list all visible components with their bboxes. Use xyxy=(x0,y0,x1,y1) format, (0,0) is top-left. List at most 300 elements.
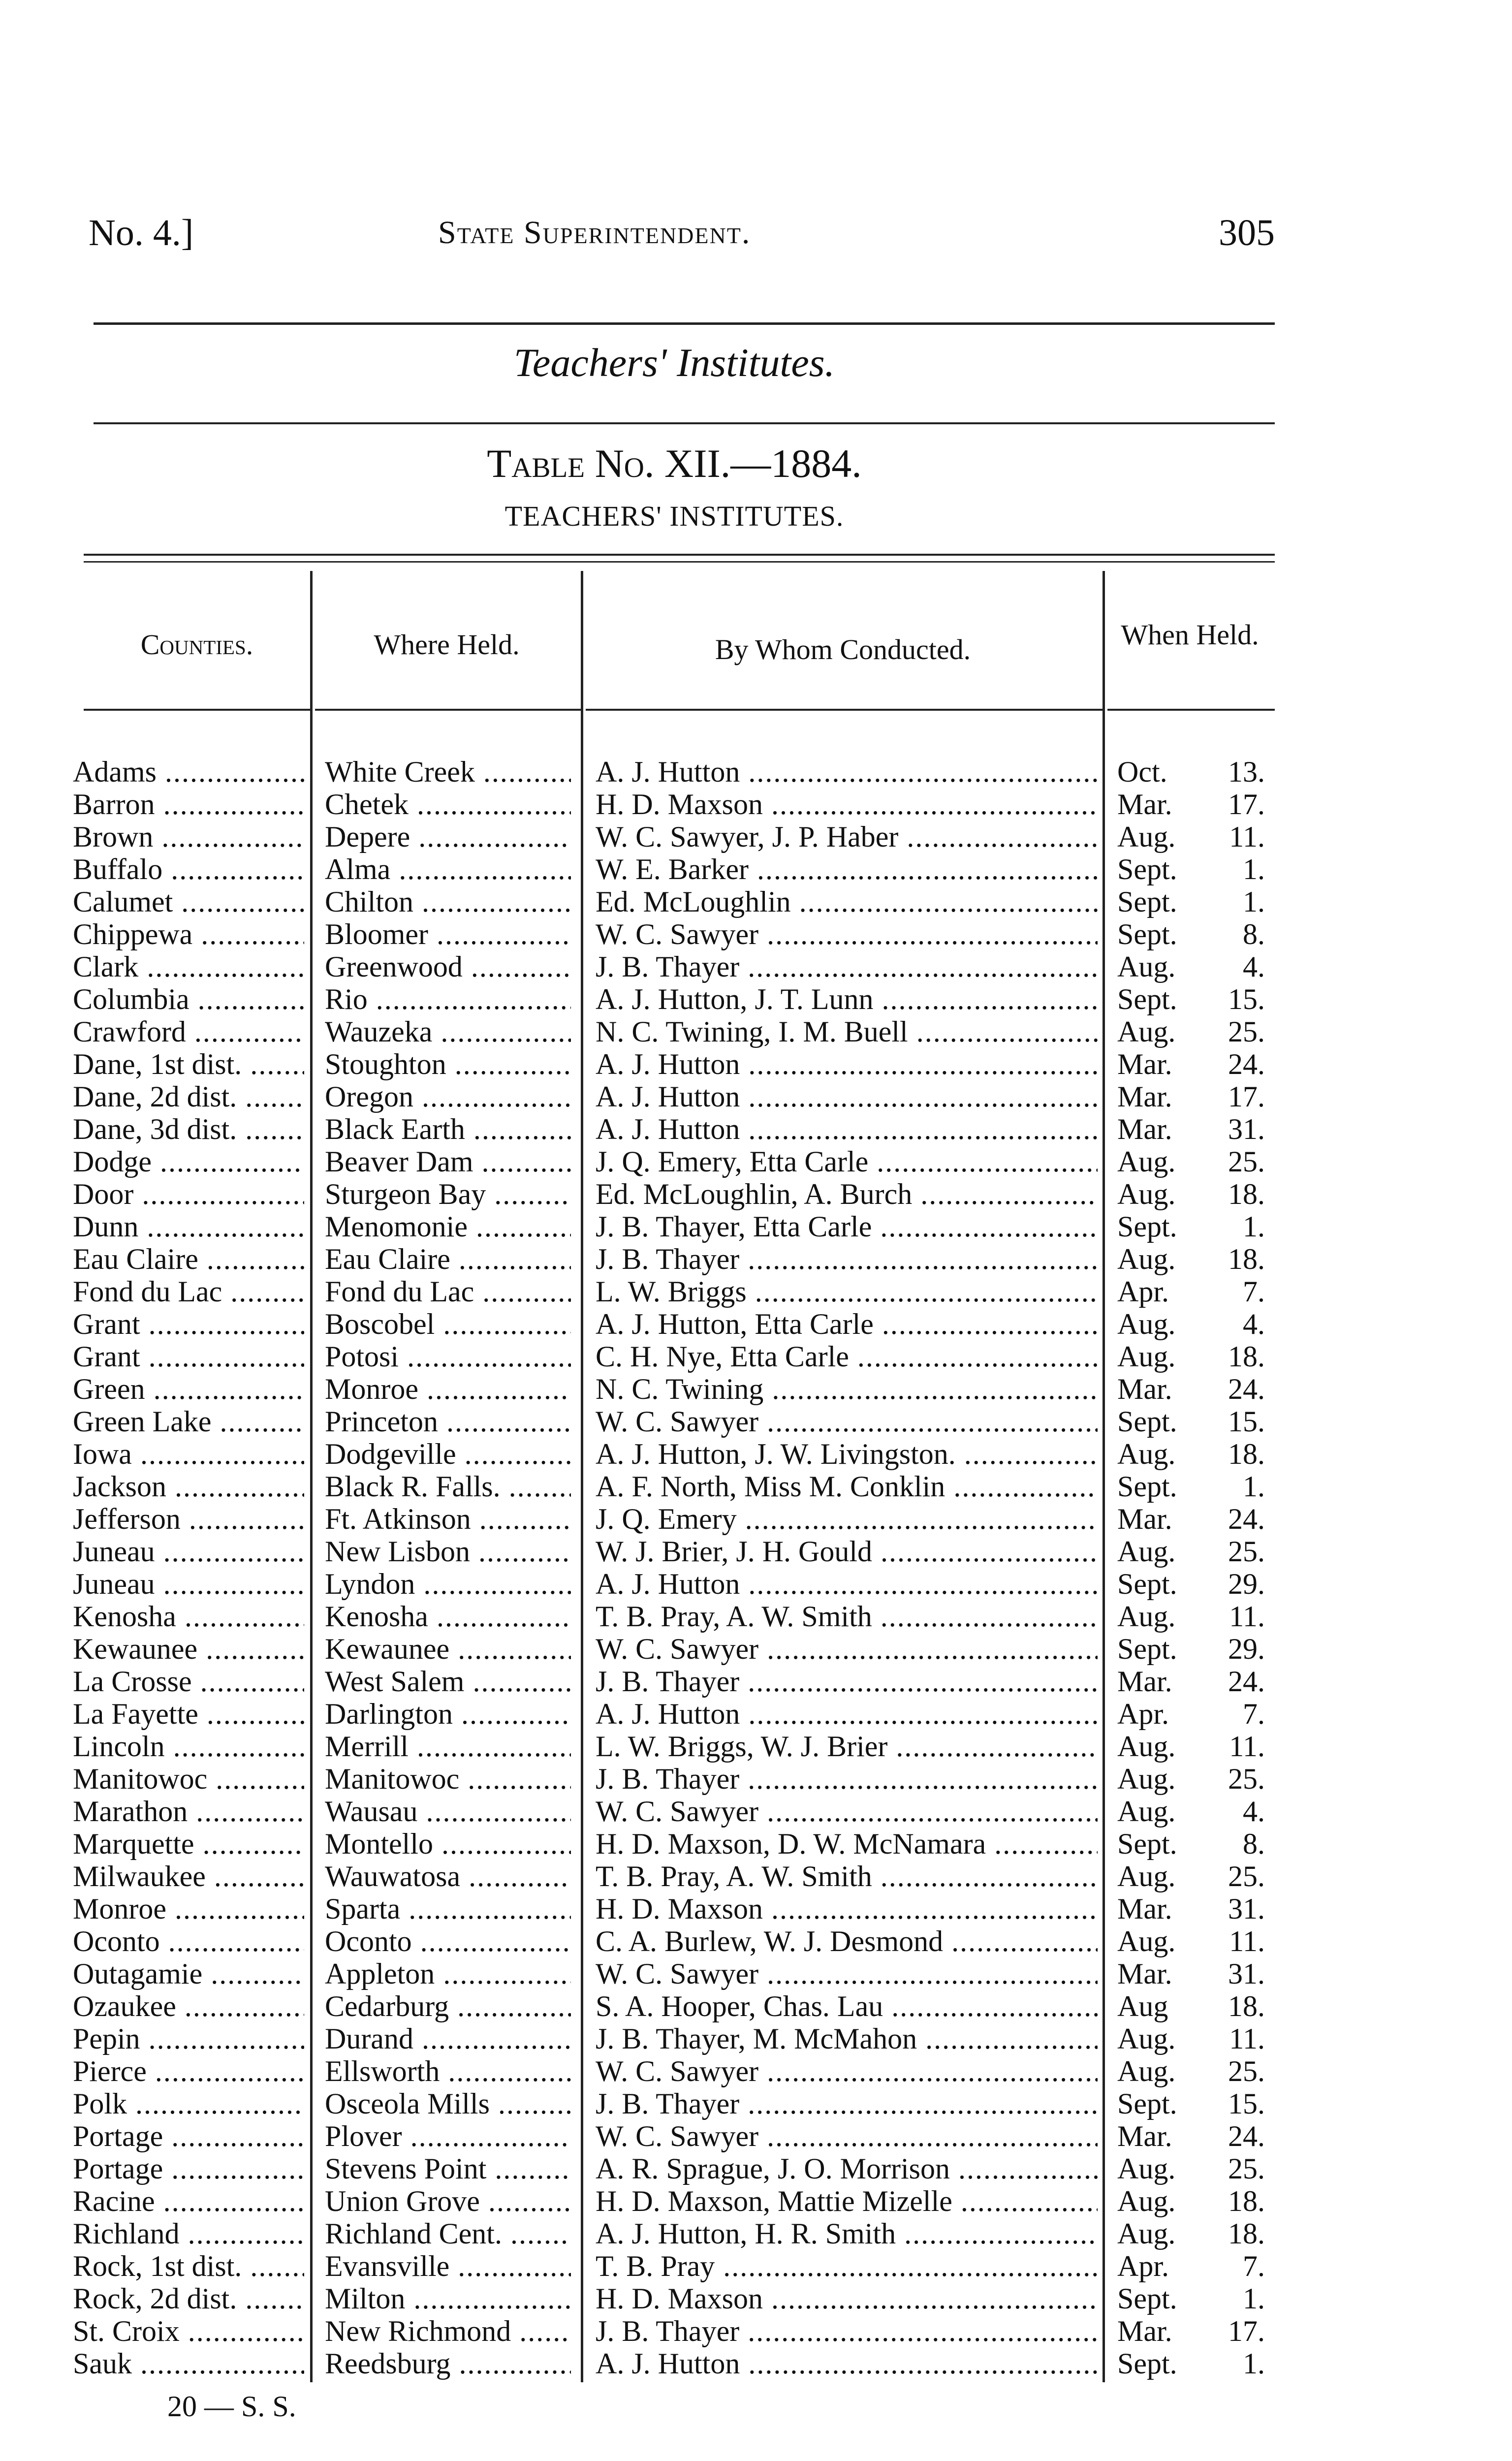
month-cell: Aug. xyxy=(1117,1730,1176,1763)
county-cell: Pepin ..... xyxy=(73,2022,304,2055)
conducted-by-cell: J. B. Thayer ..... xyxy=(596,2087,1098,2120)
day-cell: 17. xyxy=(1228,788,1265,820)
where-held-cell: Manitowoc ..... xyxy=(325,1763,571,1795)
day-cell: 18. xyxy=(1228,1178,1265,1210)
where-held-cell: Eau Claire ..... xyxy=(325,1243,571,1275)
conducted-by-cell: W. J. Brier, J. H. Gould ..... xyxy=(596,1535,1098,1568)
day-cell: 24. xyxy=(1228,2120,1265,2152)
table-row xyxy=(0,950,1512,983)
county-cell: Rock, 2d dist. ..... xyxy=(73,2282,304,2315)
county-cell: Lincoln ..... xyxy=(73,1730,304,1763)
table-row xyxy=(0,2055,1512,2087)
where-held-cell: Chetek ..... xyxy=(325,788,571,820)
table-row xyxy=(0,1503,1512,1535)
where-held-cell: New Richmond ..... xyxy=(325,2315,571,2347)
table-row xyxy=(0,1243,1512,1275)
county-cell: Marquette ..... xyxy=(73,1828,304,1860)
day-cell: 31. xyxy=(1228,1957,1265,1990)
where-held-cell: Fond du Lac ..... xyxy=(325,1275,571,1308)
conducted-by-cell: L. W. Briggs, W. J. Brier ..... xyxy=(596,1730,1098,1763)
day-cell: 18. xyxy=(1228,1438,1265,1470)
table-row xyxy=(0,1210,1512,1243)
county-cell: Manitowoc ..... xyxy=(73,1763,304,1795)
conducted-by-cell: W. C. Sawyer ..... xyxy=(596,1957,1098,1990)
conducted-by-cell: J. Q. Emery, Etta Carle ..... xyxy=(596,1145,1098,1178)
county-cell: Kewaunee ..... xyxy=(73,1633,304,1665)
month-cell: Aug. xyxy=(1117,2217,1176,2250)
conducted-by-cell: W. C. Sawyer, J. P. Haber ..... xyxy=(596,820,1098,853)
table-row xyxy=(0,2185,1512,2217)
month-cell: Apr. xyxy=(1117,1698,1169,1730)
where-held-cell: Princeton ..... xyxy=(325,1405,571,1438)
county-cell: Juneau ..... xyxy=(73,1535,304,1568)
day-cell: 4. xyxy=(1243,1308,1265,1340)
month-cell: Sept. xyxy=(1117,885,1177,918)
col-header-counties: Counties. xyxy=(140,629,253,661)
month-cell: Mar. xyxy=(1117,1080,1172,1113)
month-cell: Sept. xyxy=(1117,853,1177,885)
month-cell: Sept. xyxy=(1117,918,1177,950)
month-cell: Mar. xyxy=(1117,1893,1172,1925)
county-cell: Juneau ..... xyxy=(73,1568,304,1600)
day-cell: 29. xyxy=(1228,1633,1265,1665)
county-cell: Kenosha ..... xyxy=(73,1600,304,1633)
county-cell: Oconto ..... xyxy=(73,1925,304,1957)
county-cell: Marathon ..... xyxy=(73,1795,304,1828)
day-cell: 7. xyxy=(1243,1275,1265,1308)
county-cell: Columbia ..... xyxy=(73,983,304,1015)
month-cell: Mar. xyxy=(1117,1048,1172,1080)
day-cell: 7. xyxy=(1243,2250,1265,2282)
where-held-cell: Menomonie ..... xyxy=(325,1210,571,1243)
conducted-by-cell: L. W. Briggs ..... xyxy=(596,1275,1098,1308)
table-row xyxy=(0,1730,1512,1763)
table-row xyxy=(0,1113,1512,1145)
table-row xyxy=(0,2087,1512,2120)
month-cell: Sept. xyxy=(1117,1568,1177,1600)
conducted-by-cell: A. J. Hutton ..... xyxy=(596,2347,1098,2380)
conducted-by-cell: H. D. Maxson, Mattie Mizelle ..... xyxy=(596,2185,1098,2217)
month-cell: Mar. xyxy=(1117,2120,1172,2152)
where-held-cell: Depere ..... xyxy=(325,820,571,853)
county-cell: Pierce ..... xyxy=(73,2055,304,2087)
day-cell: 4. xyxy=(1243,1795,1265,1828)
header-bottom-rule-1 xyxy=(84,709,310,711)
month-cell: Oct. xyxy=(1117,756,1167,788)
table-row xyxy=(0,756,1512,788)
month-cell: Aug. xyxy=(1117,1340,1176,1373)
month-cell: Mar. xyxy=(1117,2315,1172,2347)
conducted-by-cell: A. J. Hutton ..... xyxy=(596,1113,1098,1145)
month-cell: Aug. xyxy=(1117,1308,1176,1340)
where-held-cell: Sturgeon Bay ..... xyxy=(325,1178,571,1210)
table-title: Table No. XII.—1884. xyxy=(487,441,862,486)
conducted-by-cell: J. B. Thayer, M. McMahon ..... xyxy=(596,2022,1098,2055)
table-row xyxy=(0,1990,1512,2022)
day-cell: 1. xyxy=(1243,885,1265,918)
conducted-by-cell: W. C. Sawyer ..... xyxy=(596,2055,1098,2087)
conducted-by-cell: A. F. North, Miss M. Conklin ..... xyxy=(596,1470,1098,1503)
table-row xyxy=(0,1373,1512,1405)
day-cell: 15. xyxy=(1228,2087,1265,2120)
where-held-cell: Bloomer ..... xyxy=(325,918,571,950)
conducted-by-cell: J. B. Thayer ..... xyxy=(596,950,1098,983)
table-row xyxy=(0,1633,1512,1665)
where-held-cell: Ellsworth ..... xyxy=(325,2055,571,2087)
month-cell: Mar. xyxy=(1117,788,1172,820)
day-cell: 13. xyxy=(1228,756,1265,788)
table-row xyxy=(0,1535,1512,1568)
where-held-cell: Appleton ..... xyxy=(325,1957,571,1990)
where-held-cell: Oregon ..... xyxy=(325,1080,571,1113)
where-held-cell: West Salem ..... xyxy=(325,1665,571,1698)
day-cell: 18. xyxy=(1228,1340,1265,1373)
county-cell: Barron ..... xyxy=(73,788,304,820)
day-cell: 25. xyxy=(1228,1535,1265,1568)
where-held-cell: Cedarburg ..... xyxy=(325,1990,571,2022)
month-cell: Aug. xyxy=(1117,2022,1176,2055)
where-held-cell: Darlington ..... xyxy=(325,1698,571,1730)
month-cell: Aug. xyxy=(1117,2152,1176,2185)
conducted-by-cell: W. C. Sawyer ..... xyxy=(596,1795,1098,1828)
month-cell: Aug. xyxy=(1117,1925,1176,1957)
county-cell: Outagamie ..... xyxy=(73,1957,304,1990)
conducted-by-cell: T. B. Pray ..... xyxy=(596,2250,1098,2282)
table-row xyxy=(0,820,1512,853)
table-row xyxy=(0,1405,1512,1438)
month-cell: Aug. xyxy=(1117,2055,1176,2087)
county-cell: Green Lake ..... xyxy=(73,1405,304,1438)
county-cell: Clark ..... xyxy=(73,950,304,983)
where-held-cell: Kenosha ..... xyxy=(325,1600,571,1633)
conducted-by-cell: Ed. McLoughlin ..... xyxy=(596,885,1098,918)
where-held-cell: Wausau ..... xyxy=(325,1795,571,1828)
day-cell: 24. xyxy=(1228,1665,1265,1698)
col-header-where-held: Where Held. xyxy=(374,629,520,661)
day-cell: 25. xyxy=(1228,1015,1265,1048)
county-cell: Dunn ..... xyxy=(73,1210,304,1243)
month-cell: Aug. xyxy=(1117,1795,1176,1828)
day-cell: 1. xyxy=(1243,1470,1265,1503)
table-row xyxy=(0,2120,1512,2152)
where-held-cell: Monroe ..... xyxy=(325,1373,571,1405)
month-cell: Sept. xyxy=(1117,1210,1177,1243)
conducted-by-cell: J. B. Thayer ..... xyxy=(596,1665,1098,1698)
conducted-by-cell: A. J. Hutton ..... xyxy=(596,1698,1098,1730)
county-cell: Rock, 1st dist. ..... xyxy=(73,2250,304,2282)
county-cell: Monroe ..... xyxy=(73,1893,304,1925)
col-header-when-held: When Held. xyxy=(1121,619,1259,651)
county-cell: Jackson ..... xyxy=(73,1470,304,1503)
county-cell: Dane, 3d dist. ..... xyxy=(73,1113,304,1145)
conducted-by-cell: A. J. Hutton ..... xyxy=(596,1080,1098,1113)
day-cell: 25. xyxy=(1228,2055,1265,2087)
table-row xyxy=(0,1957,1512,1990)
table-top-rule-2 xyxy=(84,561,1275,563)
month-cell: Aug. xyxy=(1117,1015,1176,1048)
conducted-by-cell: W. E. Barker ..... xyxy=(596,853,1098,885)
table-row xyxy=(0,1763,1512,1795)
conducted-by-cell: A. J. Hutton ..... xyxy=(596,1048,1098,1080)
where-held-cell: Oconto ..... xyxy=(325,1925,571,1957)
table-row xyxy=(0,1275,1512,1308)
conducted-by-cell: N. C. Twining, I. M. Buell ..... xyxy=(596,1015,1098,1048)
county-cell: Sauk ..... xyxy=(73,2347,304,2380)
day-cell: 11. xyxy=(1229,1600,1265,1633)
day-cell: 25. xyxy=(1228,1145,1265,1178)
where-held-cell: Chilton ..... xyxy=(325,885,571,918)
month-cell: Aug xyxy=(1117,1990,1168,2022)
day-cell: 1. xyxy=(1243,2282,1265,2315)
where-held-cell: White Creek ..... xyxy=(325,756,571,788)
county-cell: Dodge ..... xyxy=(73,1145,304,1178)
conducted-by-cell: W. C. Sawyer ..... xyxy=(596,1405,1098,1438)
month-cell: Aug. xyxy=(1117,1438,1176,1470)
day-cell: 31. xyxy=(1228,1113,1265,1145)
month-cell: Sept. xyxy=(1117,2282,1177,2315)
where-held-cell: Black Earth ..... xyxy=(325,1113,571,1145)
where-held-cell: Sparta ..... xyxy=(325,1893,571,1925)
county-cell: Ozaukee ..... xyxy=(73,1990,304,2022)
section-rule xyxy=(94,422,1275,424)
conducted-by-cell: C. H. Nye, Etta Carle ..... xyxy=(596,1340,1098,1373)
month-cell: Aug. xyxy=(1117,1860,1176,1893)
conducted-by-cell: A. J. Hutton ..... xyxy=(596,756,1098,788)
document-number: No. 4.] xyxy=(89,212,194,253)
conducted-by-cell: J. B. Thayer ..... xyxy=(596,1243,1098,1275)
month-cell: Sept. xyxy=(1117,2347,1177,2380)
day-cell: 29. xyxy=(1228,1568,1265,1600)
month-cell: Sept. xyxy=(1117,1405,1177,1438)
day-cell: 1. xyxy=(1243,1210,1265,1243)
month-cell: Mar. xyxy=(1117,1957,1172,1990)
month-cell: Aug. xyxy=(1117,820,1176,853)
section-title: Teachers' Institutes. xyxy=(513,340,835,385)
day-cell: 18. xyxy=(1228,1990,1265,2022)
where-held-cell: Black R. Falls. ..... xyxy=(325,1470,571,1503)
where-held-cell: Dodgeville ..... xyxy=(325,1438,571,1470)
county-cell: Crawford ..... xyxy=(73,1015,304,1048)
table-row xyxy=(0,1860,1512,1893)
conducted-by-cell: J. B. Thayer ..... xyxy=(596,1763,1098,1795)
where-held-cell: Richland Cent. ..... xyxy=(325,2217,571,2250)
month-cell: Aug. xyxy=(1117,2185,1176,2217)
county-cell: Chippewa ..... xyxy=(73,918,304,950)
where-held-cell: Beaver Dam ..... xyxy=(325,1145,571,1178)
col-header-by-whom: By Whom Conducted. xyxy=(715,633,971,665)
where-held-cell: Merrill ..... xyxy=(325,1730,571,1763)
month-cell: Mar. xyxy=(1117,1373,1172,1405)
day-cell: 8. xyxy=(1243,1828,1265,1860)
header-rule xyxy=(94,322,1275,325)
month-cell: Aug. xyxy=(1117,1535,1176,1568)
table-row xyxy=(0,2347,1512,2380)
where-held-cell: Potosi ..... xyxy=(325,1340,571,1373)
where-held-cell: Kewaunee ..... xyxy=(325,1633,571,1665)
header-bottom-rule-3 xyxy=(586,709,1102,711)
day-cell: 24. xyxy=(1228,1503,1265,1535)
day-cell: 11. xyxy=(1229,2022,1265,2055)
day-cell: 1. xyxy=(1243,853,1265,885)
table-row xyxy=(0,1893,1512,1925)
county-cell: Calumet ..... xyxy=(73,885,304,918)
where-held-cell: Evansville ..... xyxy=(325,2250,571,2282)
where-held-cell: Rio ..... xyxy=(325,983,571,1015)
county-cell: Dane, 2d dist. ..... xyxy=(73,1080,304,1113)
county-cell: Buffalo ..... xyxy=(73,853,304,885)
month-cell: Sept. xyxy=(1117,2087,1177,2120)
day-cell: 11. xyxy=(1229,1925,1265,1957)
day-cell: 18. xyxy=(1228,1243,1265,1275)
month-cell: Sept. xyxy=(1117,983,1177,1015)
conducted-by-cell: C. A. Burlew, W. J. Desmond ..... xyxy=(596,1925,1098,1957)
county-cell: Racine ..... xyxy=(73,2185,304,2217)
header-bottom-rule-2 xyxy=(315,709,581,711)
table-row xyxy=(0,788,1512,820)
where-held-cell: Durand ..... xyxy=(325,2022,571,2055)
county-cell: Fond du Lac ..... xyxy=(73,1275,304,1308)
county-cell: Richland ..... xyxy=(73,2217,304,2250)
where-held-cell: Lyndon ..... xyxy=(325,1568,571,1600)
table-row xyxy=(0,1568,1512,1600)
table-row xyxy=(0,983,1512,1015)
day-cell: 15. xyxy=(1228,1405,1265,1438)
day-cell: 4. xyxy=(1243,950,1265,983)
month-cell: Mar. xyxy=(1117,1503,1172,1535)
county-cell: Brown ..... xyxy=(73,820,304,853)
conducted-by-cell: S. A. Hooper, Chas. Lau ..... xyxy=(596,1990,1098,2022)
day-cell: 25. xyxy=(1228,1860,1265,1893)
where-held-cell: Milton ..... xyxy=(325,2282,571,2315)
county-cell: Grant ..... xyxy=(73,1340,304,1373)
day-cell: 24. xyxy=(1228,1048,1265,1080)
conducted-by-cell: Ed. McLoughlin, A. Burch ..... xyxy=(596,1178,1098,1210)
day-cell: 18. xyxy=(1228,2185,1265,2217)
running-title: State Superintendent. xyxy=(438,215,751,251)
conducted-by-cell: A. J. Hutton, J. W. Livingston. ..... xyxy=(596,1438,1098,1470)
conducted-by-cell: A. J. Hutton, H. R. Smith ..... xyxy=(596,2217,1098,2250)
day-cell: 24. xyxy=(1228,1373,1265,1405)
month-cell: Aug. xyxy=(1117,1145,1176,1178)
day-cell: 15. xyxy=(1228,983,1265,1015)
where-held-cell: Boscobel ..... xyxy=(325,1308,571,1340)
table-row xyxy=(0,1438,1512,1470)
table-row xyxy=(0,1470,1512,1503)
day-cell: 11. xyxy=(1229,820,1265,853)
county-cell: La Fayette ..... xyxy=(73,1698,304,1730)
conducted-by-cell: W. C. Sawyer ..... xyxy=(596,918,1098,950)
conducted-by-cell: A. J. Hutton ..... xyxy=(596,1568,1098,1600)
month-cell: Aug. xyxy=(1117,1178,1176,1210)
table-row xyxy=(0,853,1512,885)
conducted-by-cell: T. B. Pray, A. W. Smith ..... xyxy=(596,1860,1098,1893)
table-row xyxy=(0,1178,1512,1210)
where-held-cell: Greenwood ..... xyxy=(325,950,571,983)
table-row xyxy=(0,1600,1512,1633)
county-cell: La Crosse ..... xyxy=(73,1665,304,1698)
county-cell: Dane, 1st dist. ..... xyxy=(73,1048,304,1080)
table-top-rule xyxy=(84,554,1275,556)
county-cell: Portage ..... xyxy=(73,2152,304,2185)
table-row xyxy=(0,1925,1512,1957)
table-row xyxy=(0,1015,1512,1048)
month-cell: Aug. xyxy=(1117,1763,1176,1795)
conducted-by-cell: H. D. Maxson ..... xyxy=(596,1893,1098,1925)
conducted-by-cell: N. C. Twining ..... xyxy=(596,1373,1098,1405)
month-cell: Aug. xyxy=(1117,950,1176,983)
table-row xyxy=(0,1080,1512,1113)
where-held-cell: Plover ..... xyxy=(325,2120,571,2152)
where-held-cell: Wauzeka ..... xyxy=(325,1015,571,1048)
county-cell: Green ..... xyxy=(73,1373,304,1405)
where-held-cell: Reedsburg ..... xyxy=(325,2347,571,2380)
table-row xyxy=(0,2152,1512,2185)
county-cell: Polk ..... xyxy=(73,2087,304,2120)
table-row xyxy=(0,1308,1512,1340)
month-cell: Sept. xyxy=(1117,1828,1177,1860)
day-cell: 31. xyxy=(1228,1893,1265,1925)
header-bottom-rule-4 xyxy=(1107,709,1275,711)
where-held-cell: Wauwatosa ..... xyxy=(325,1860,571,1893)
county-cell: Adams ..... xyxy=(73,756,304,788)
table-row xyxy=(0,2282,1512,2315)
where-held-cell: New Lisbon ..... xyxy=(325,1535,571,1568)
month-cell: Sept. xyxy=(1117,1633,1177,1665)
where-held-cell: Osceola Mills ..... xyxy=(325,2087,571,2120)
table-row xyxy=(0,1665,1512,1698)
table-row xyxy=(0,2315,1512,2347)
day-cell: 17. xyxy=(1228,2315,1265,2347)
table-row xyxy=(0,1340,1512,1373)
conducted-by-cell: J. Q. Emery ..... xyxy=(596,1503,1098,1535)
month-cell: Apr. xyxy=(1117,2250,1169,2282)
county-cell: Iowa ..... xyxy=(73,1438,304,1470)
table-row xyxy=(0,885,1512,918)
where-held-cell: Ft. Atkinson ..... xyxy=(325,1503,571,1535)
conducted-by-cell: A. R. Sprague, J. O. Morrison ..... xyxy=(596,2152,1098,2185)
table-row xyxy=(0,1048,1512,1080)
table-row xyxy=(0,2217,1512,2250)
running-header xyxy=(84,212,1275,266)
conducted-by-cell: J. B. Thayer ..... xyxy=(596,2315,1098,2347)
table-row xyxy=(0,918,1512,950)
table-row xyxy=(0,1795,1512,1828)
conducted-by-cell: W. C. Sawyer ..... xyxy=(596,1633,1098,1665)
month-cell: Sept. xyxy=(1117,1470,1177,1503)
where-held-cell: Union Grove ..... xyxy=(325,2185,571,2217)
county-cell: Portage ..... xyxy=(73,2120,304,2152)
table-row xyxy=(0,2022,1512,2055)
table-row xyxy=(0,2250,1512,2282)
county-cell: Milwaukee ..... xyxy=(73,1860,304,1893)
signature-mark: 20 — S. S. xyxy=(167,2390,296,2423)
table-row xyxy=(0,1145,1512,1178)
conducted-by-cell: T. B. Pray, A. W. Smith ..... xyxy=(596,1600,1098,1633)
day-cell: 18. xyxy=(1228,2217,1265,2250)
county-cell: St. Croix ..... xyxy=(73,2315,304,2347)
day-cell: 11. xyxy=(1229,1730,1265,1763)
where-held-cell: Stevens Point ..... xyxy=(325,2152,571,2185)
county-cell: Jefferson ..... xyxy=(73,1503,304,1535)
month-cell: Aug. xyxy=(1117,1243,1176,1275)
where-held-cell: Montello ..... xyxy=(325,1828,571,1860)
conducted-by-cell: W. C. Sawyer ..... xyxy=(596,2120,1098,2152)
conducted-by-cell: H. D. Maxson ..... xyxy=(596,788,1098,820)
month-cell: Mar. xyxy=(1117,1113,1172,1145)
where-held-cell: Stoughton ..... xyxy=(325,1048,571,1080)
conducted-by-cell: H. D. Maxson, D. W. McNamara ..... xyxy=(596,1828,1098,1860)
page-number: 305 xyxy=(1219,212,1275,253)
